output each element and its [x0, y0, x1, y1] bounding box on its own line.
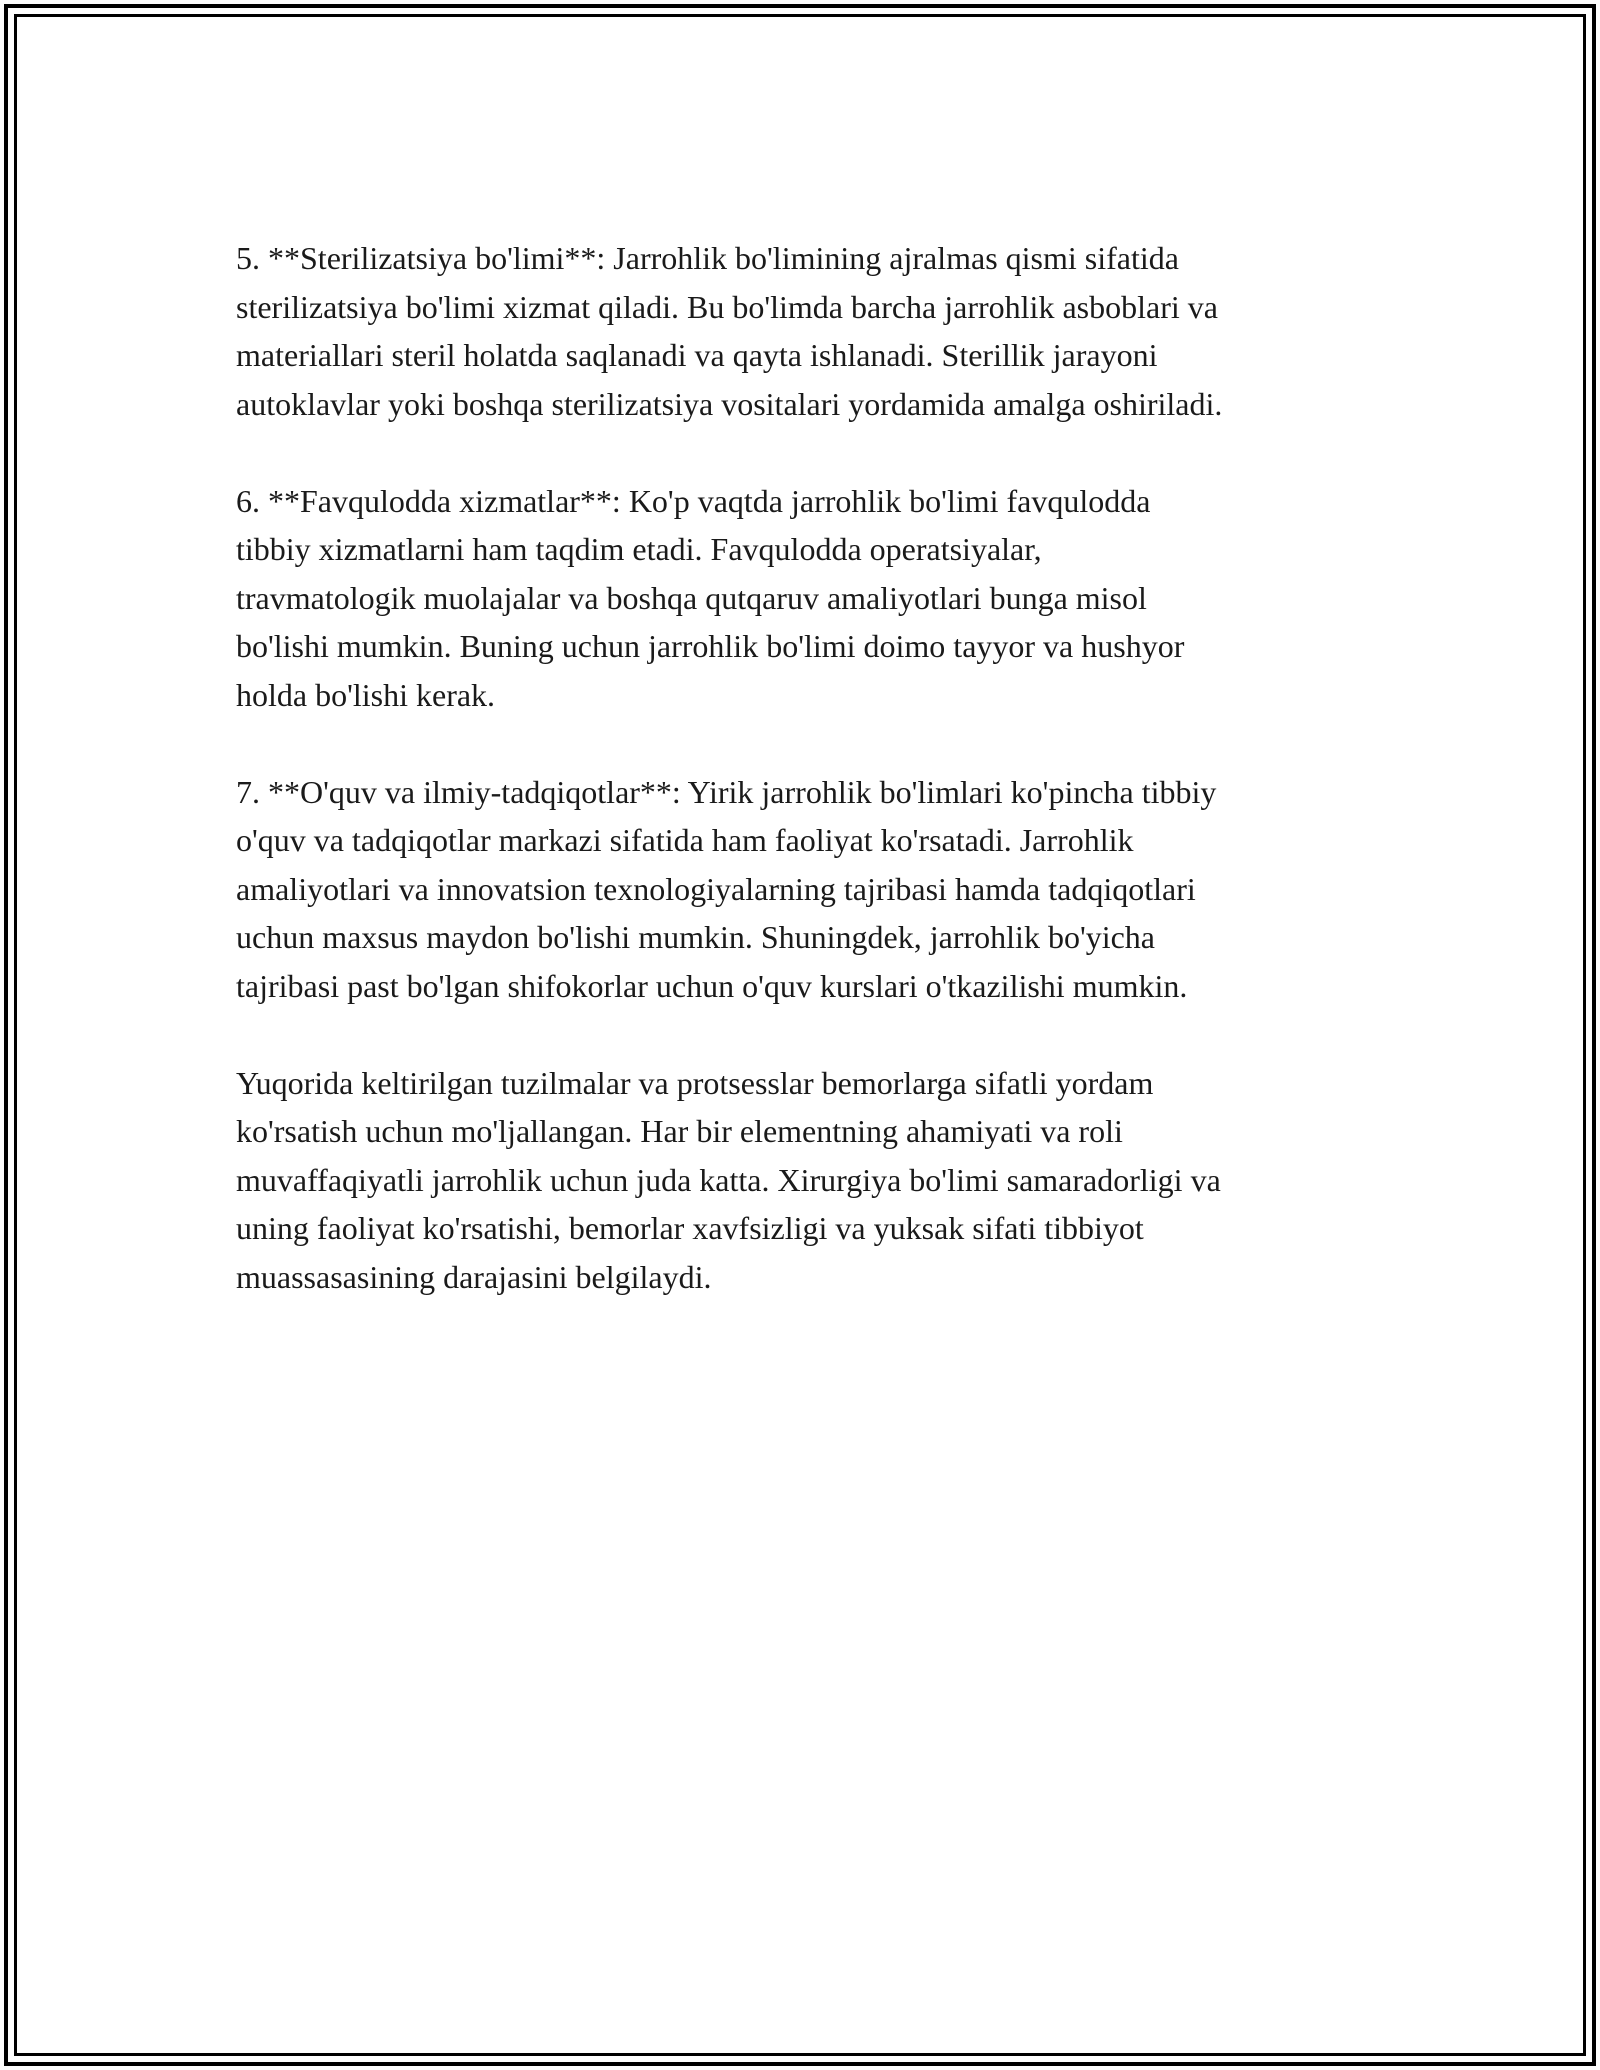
paragraph-emergency-services: 6. **Favqulodda xizmatlar**: Ko'p vaqtda jarrohlik bo'limi favqulodda tibbiy xizmatlarni ham taqdim etadi. Favqulodda operatsiyalar, travmatologik muolajalar va boshqa qutqaruv amaliyotlari bunga misol bo'lishi mumkin. Buning uchun jarrohlik bo'limi doimo tayyor va hushyor holda bo'lishi kerak.: [236, 482, 1185, 713]
paragraph-sterilization: 5. **Sterilizatsiya bo'limi**: Jarrohlik bo'limining ajralmas qismi sifatida sterilizatsiya bo'limi xizmat qiladi. Bu bo'limda barcha jarrohlik asboblari va materiallari steril holatda saqlanadi va qayta ishlanadi. Sterillik jarayoni autoklavlar yoki boshqa sterilizatsiya vositalari yordamida amalga oshiriladi.: [236, 240, 1223, 422]
paragraph-conclusion: Yuqorida keltirilgan tuzilmalar va protsesslar bemorlarga sifatli yordam ko'rsatish uchun mo'ljallangan. Har bir elementning ahamiyati va roli muvaffaqiyatli jarrohlik uchun juda katta. Xirurgiya bo'limi samaradorligi va uning faoliyat ko'rsatishi, bemorlar xavfsizligi va yuksak sifati tibbiyot muassasasining darajasini belgilaydi.: [236, 1064, 1221, 1295]
document-body: [236, 234, 1386, 1350]
paragraph-education-research: 7. **O'quv va ilmiy-tadqiqotlar**: Yirik jarrohlik bo'limlari ko'pincha tibbiy o'quv va tadqiqotlar markazi sifatida ham faoliyat ko'rsatadi. Jarrohlik amaliyotlari va innovatsion texnologiyalarning tajribasi hamda tadqiqotlari uchun maxsus maydon bo'lishi mumkin. Shuningdek, jarrohlik bo'yicha tajribasi past bo'lgan shifokorlar uchun o'quv kurslari o'tkazilishi mumkin.: [236, 773, 1217, 1004]
